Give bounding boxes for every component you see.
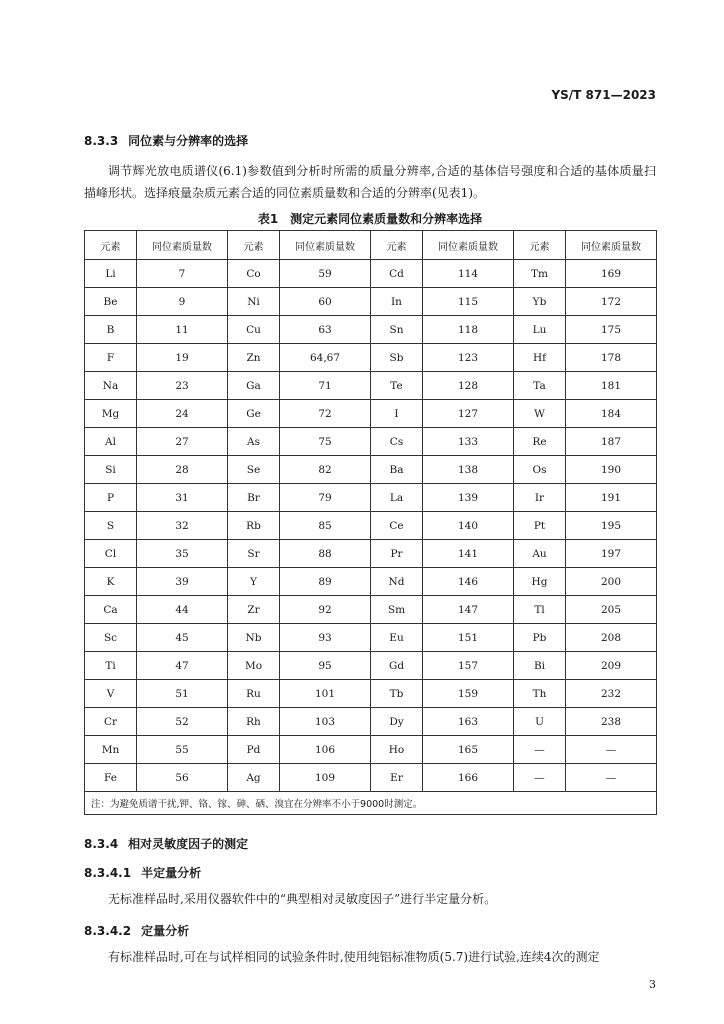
element-cell: Cl bbox=[85, 540, 137, 568]
standard-code: YS/T 871—2023 bbox=[551, 88, 656, 102]
mass-number-cell: 139 bbox=[423, 484, 514, 512]
element-cell: S bbox=[85, 512, 137, 540]
mass-number-cell: 163 bbox=[423, 708, 514, 736]
header-element: 元素 bbox=[85, 231, 137, 260]
element-cell: Au bbox=[514, 540, 566, 568]
section-title: 定量分析 bbox=[141, 924, 190, 938]
table-row bbox=[85, 428, 657, 456]
mass-number-cell: 27 bbox=[137, 428, 228, 456]
mass-number-cell: 93 bbox=[280, 624, 371, 652]
section-paragraph-8-3-4-2: 有标准样品时,可在与试样相同的试验条件时,使用纯铝标准物质(5.7)进行试验,连续4次的测定 bbox=[108, 950, 600, 964]
mass-number-cell: 157 bbox=[423, 652, 514, 680]
element-cell: Ce bbox=[371, 512, 423, 540]
element-cell: Se bbox=[228, 456, 280, 484]
section-title: 同位素与分辨率的选择 bbox=[128, 134, 249, 148]
mass-number-cell: 63 bbox=[280, 316, 371, 344]
element-cell: Li bbox=[85, 260, 137, 288]
table-row bbox=[85, 400, 657, 428]
element-cell: Ru bbox=[228, 680, 280, 708]
element-cell: Tl bbox=[514, 596, 566, 624]
element-cell: Os bbox=[514, 456, 566, 484]
table-row bbox=[85, 624, 657, 652]
element-cell: Mg bbox=[85, 400, 137, 428]
mass-number-cell: 181 bbox=[566, 372, 657, 400]
element-cell: K bbox=[85, 568, 137, 596]
mass-number-cell: 140 bbox=[423, 512, 514, 540]
element-cell: La bbox=[371, 484, 423, 512]
element-cell: Si bbox=[85, 456, 137, 484]
element-cell: Bi bbox=[514, 652, 566, 680]
element-cell: Hf bbox=[514, 344, 566, 372]
header-mass-number: 同位素质量数 bbox=[566, 231, 657, 260]
mass-number-cell: 72 bbox=[280, 400, 371, 428]
mass-number-cell: 9 bbox=[137, 288, 228, 316]
element-cell: Eu bbox=[371, 624, 423, 652]
table-row bbox=[85, 708, 657, 736]
element-cell: Ge bbox=[228, 400, 280, 428]
mass-number-cell: 44 bbox=[137, 596, 228, 624]
mass-number-cell: 59 bbox=[280, 260, 371, 288]
element-cell: As bbox=[228, 428, 280, 456]
element-cell: U bbox=[514, 708, 566, 736]
element-cell: Pt bbox=[514, 512, 566, 540]
mass-number-cell: 31 bbox=[137, 484, 228, 512]
element-cell: Gd bbox=[371, 652, 423, 680]
mass-number-cell: 147 bbox=[423, 596, 514, 624]
mass-number-cell: 190 bbox=[566, 456, 657, 484]
element-cell: Sr bbox=[228, 540, 280, 568]
mass-number-cell: 45 bbox=[137, 624, 228, 652]
element-cell: Tb bbox=[371, 680, 423, 708]
table-row bbox=[85, 344, 657, 372]
mass-number-cell: 191 bbox=[566, 484, 657, 512]
mass-number-cell: 23 bbox=[137, 372, 228, 400]
element-cell: Na bbox=[85, 372, 137, 400]
element-cell: Ga bbox=[228, 372, 280, 400]
table-note: 注：为避免质谱干扰,钾、铬、镓、砷、硒、溴宜在分辨率不小于9000时测定。 bbox=[85, 792, 657, 815]
mass-number-cell: 7 bbox=[137, 260, 228, 288]
element-cell: Rb bbox=[228, 512, 280, 540]
element-cell: Ag bbox=[228, 764, 280, 792]
mass-number-cell: 197 bbox=[566, 540, 657, 568]
mass-number-cell: 51 bbox=[137, 680, 228, 708]
mass-number-cell: 82 bbox=[280, 456, 371, 484]
mass-number-cell: 75 bbox=[280, 428, 371, 456]
mass-number-cell: 39 bbox=[137, 568, 228, 596]
mass-number-cell: 172 bbox=[566, 288, 657, 316]
mass-number-cell: — bbox=[566, 736, 657, 764]
mass-number-cell: 71 bbox=[280, 372, 371, 400]
mass-number-cell: 187 bbox=[566, 428, 657, 456]
element-cell: Nd bbox=[371, 568, 423, 596]
element-cell: Zr bbox=[228, 596, 280, 624]
mass-number-cell: 92 bbox=[280, 596, 371, 624]
header-element: 元素 bbox=[371, 231, 423, 260]
element-cell: Cr bbox=[85, 708, 137, 736]
element-cell: Co bbox=[228, 260, 280, 288]
element-cell: Fe bbox=[85, 764, 137, 792]
element-cell: Rh bbox=[228, 708, 280, 736]
table-row bbox=[85, 736, 657, 764]
page-number: 3 bbox=[649, 978, 656, 991]
header-mass-number: 同位素质量数 bbox=[280, 231, 371, 260]
table-row bbox=[85, 260, 657, 288]
element-cell: Sm bbox=[371, 596, 423, 624]
mass-number-cell: 19 bbox=[137, 344, 228, 372]
mass-number-cell: 103 bbox=[280, 708, 371, 736]
mass-number-cell: 24 bbox=[137, 400, 228, 428]
table-row bbox=[85, 316, 657, 344]
mass-number-cell: 56 bbox=[137, 764, 228, 792]
element-cell: Ho bbox=[371, 736, 423, 764]
mass-number-cell: 151 bbox=[423, 624, 514, 652]
section-number: 8.3.4 bbox=[84, 837, 119, 851]
element-cell: Cs bbox=[371, 428, 423, 456]
section-number: 8.3.4.2 bbox=[84, 924, 132, 938]
element-cell: Br bbox=[228, 484, 280, 512]
table-row bbox=[85, 540, 657, 568]
element-cell: P bbox=[85, 484, 137, 512]
table-header-row bbox=[85, 231, 657, 260]
section-heading-8-3-4-2 bbox=[84, 922, 189, 939]
element-cell: Lu bbox=[514, 316, 566, 344]
element-cell: W bbox=[514, 400, 566, 428]
table-row bbox=[85, 652, 657, 680]
section-title: 相对灵敏度因子的测定 bbox=[128, 837, 249, 851]
header-mass-number: 同位素质量数 bbox=[423, 231, 514, 260]
mass-number-cell: 118 bbox=[423, 316, 514, 344]
mass-number-cell: 159 bbox=[423, 680, 514, 708]
section-title: 半定量分析 bbox=[141, 866, 202, 880]
table-title: 表1 测定元素同位素质量数和分辨率选择 bbox=[257, 212, 483, 226]
table-row bbox=[85, 484, 657, 512]
mass-number-cell: 232 bbox=[566, 680, 657, 708]
element-cell: — bbox=[514, 764, 566, 792]
element-cell: V bbox=[85, 680, 137, 708]
mass-number-cell: 184 bbox=[566, 400, 657, 428]
element-cell: Er bbox=[371, 764, 423, 792]
mass-number-cell: 89 bbox=[280, 568, 371, 596]
element-cell: In bbox=[371, 288, 423, 316]
mass-number-cell: 28 bbox=[137, 456, 228, 484]
section-heading-8-3-4 bbox=[84, 835, 248, 852]
element-cell: Ca bbox=[85, 596, 137, 624]
mass-number-cell: 146 bbox=[423, 568, 514, 596]
mass-number-cell: 200 bbox=[566, 568, 657, 596]
element-cell: Hg bbox=[514, 568, 566, 596]
mass-number-cell: 106 bbox=[280, 736, 371, 764]
mass-number-cell: 128 bbox=[423, 372, 514, 400]
element-cell: Dy bbox=[371, 708, 423, 736]
mass-number-cell: 238 bbox=[566, 708, 657, 736]
mass-number-cell: 85 bbox=[280, 512, 371, 540]
element-cell: I bbox=[371, 400, 423, 428]
section-heading-8-3-4-1 bbox=[84, 864, 201, 881]
mass-number-cell: 133 bbox=[423, 428, 514, 456]
element-cell: Pb bbox=[514, 624, 566, 652]
element-cell: Al bbox=[85, 428, 137, 456]
mass-number-cell: 52 bbox=[137, 708, 228, 736]
mass-number-cell: — bbox=[566, 764, 657, 792]
mass-number-cell: 166 bbox=[423, 764, 514, 792]
element-cell: Re bbox=[514, 428, 566, 456]
table-row bbox=[85, 512, 657, 540]
element-cell: Cd bbox=[371, 260, 423, 288]
mass-number-cell: 88 bbox=[280, 540, 371, 568]
mass-number-cell: 208 bbox=[566, 624, 657, 652]
table-row bbox=[85, 288, 657, 316]
element-cell: Mn bbox=[85, 736, 137, 764]
table-row bbox=[85, 456, 657, 484]
element-cell: Zn bbox=[228, 344, 280, 372]
element-cell: Sc bbox=[85, 624, 137, 652]
header-element: 元素 bbox=[514, 231, 566, 260]
element-cell: Ti bbox=[85, 652, 137, 680]
mass-number-cell: 123 bbox=[423, 344, 514, 372]
element-cell: Sn bbox=[371, 316, 423, 344]
element-cell: F bbox=[85, 344, 137, 372]
section-number: 8.3.3 bbox=[84, 134, 119, 148]
mass-number-cell: 101 bbox=[280, 680, 371, 708]
element-cell: Mo bbox=[228, 652, 280, 680]
element-cell: Yb bbox=[514, 288, 566, 316]
section-paragraph-8-3-3: 调节辉光放电质谱仪(6.1)参数值到分析时所需的质量分辨率,合适的基体信号强度和合适的基体质量扫描峰形状。选择痕量杂质元素合适的同位素质量数和合适的分辨率(见表1)。 bbox=[84, 164, 656, 200]
mass-number-cell: 115 bbox=[423, 288, 514, 316]
mass-number-cell: 127 bbox=[423, 400, 514, 428]
element-cell: Ni bbox=[228, 288, 280, 316]
header-element: 元素 bbox=[228, 231, 280, 260]
element-cell: Ta bbox=[514, 372, 566, 400]
element-cell: Tm bbox=[514, 260, 566, 288]
mass-number-cell: 209 bbox=[566, 652, 657, 680]
table-row bbox=[85, 764, 657, 792]
mass-number-cell: 175 bbox=[566, 316, 657, 344]
mass-number-cell: 35 bbox=[137, 540, 228, 568]
isotope-table bbox=[84, 230, 657, 815]
element-cell: Cu bbox=[228, 316, 280, 344]
section-number: 8.3.4.1 bbox=[84, 866, 132, 880]
element-cell: Te bbox=[371, 372, 423, 400]
element-cell: Be bbox=[85, 288, 137, 316]
section-heading-8-3-3 bbox=[84, 132, 248, 149]
table-body bbox=[85, 260, 657, 792]
table-row bbox=[85, 680, 657, 708]
mass-number-cell: 205 bbox=[566, 596, 657, 624]
element-cell: Pr bbox=[371, 540, 423, 568]
mass-number-cell: 79 bbox=[280, 484, 371, 512]
mass-number-cell: 60 bbox=[280, 288, 371, 316]
element-cell: — bbox=[514, 736, 566, 764]
table-row bbox=[85, 372, 657, 400]
mass-number-cell: 165 bbox=[423, 736, 514, 764]
mass-number-cell: 55 bbox=[137, 736, 228, 764]
mass-number-cell: 95 bbox=[280, 652, 371, 680]
mass-number-cell: 138 bbox=[423, 456, 514, 484]
table-row bbox=[85, 596, 657, 624]
mass-number-cell: 11 bbox=[137, 316, 228, 344]
element-cell: Ba bbox=[371, 456, 423, 484]
table-row bbox=[85, 568, 657, 596]
mass-number-cell: 169 bbox=[566, 260, 657, 288]
table-note-row bbox=[85, 792, 657, 815]
element-cell: Nb bbox=[228, 624, 280, 652]
element-cell: Sb bbox=[371, 344, 423, 372]
mass-number-cell: 109 bbox=[280, 764, 371, 792]
element-cell: Th bbox=[514, 680, 566, 708]
element-cell: Pd bbox=[228, 736, 280, 764]
mass-number-cell: 64,67 bbox=[280, 344, 371, 372]
mass-number-cell: 178 bbox=[566, 344, 657, 372]
mass-number-cell: 141 bbox=[423, 540, 514, 568]
mass-number-cell: 195 bbox=[566, 512, 657, 540]
section-paragraph-8-3-4-1: 无标准样品时,采用仪器软件中的“典型相对灵敏度因子”进行半定量分析。 bbox=[108, 892, 497, 906]
mass-number-cell: 47 bbox=[137, 652, 228, 680]
header-mass-number: 同位素质量数 bbox=[137, 231, 228, 260]
element-cell: Ir bbox=[514, 484, 566, 512]
mass-number-cell: 114 bbox=[423, 260, 514, 288]
mass-number-cell: 32 bbox=[137, 512, 228, 540]
element-cell: Y bbox=[228, 568, 280, 596]
element-cell: B bbox=[85, 316, 137, 344]
